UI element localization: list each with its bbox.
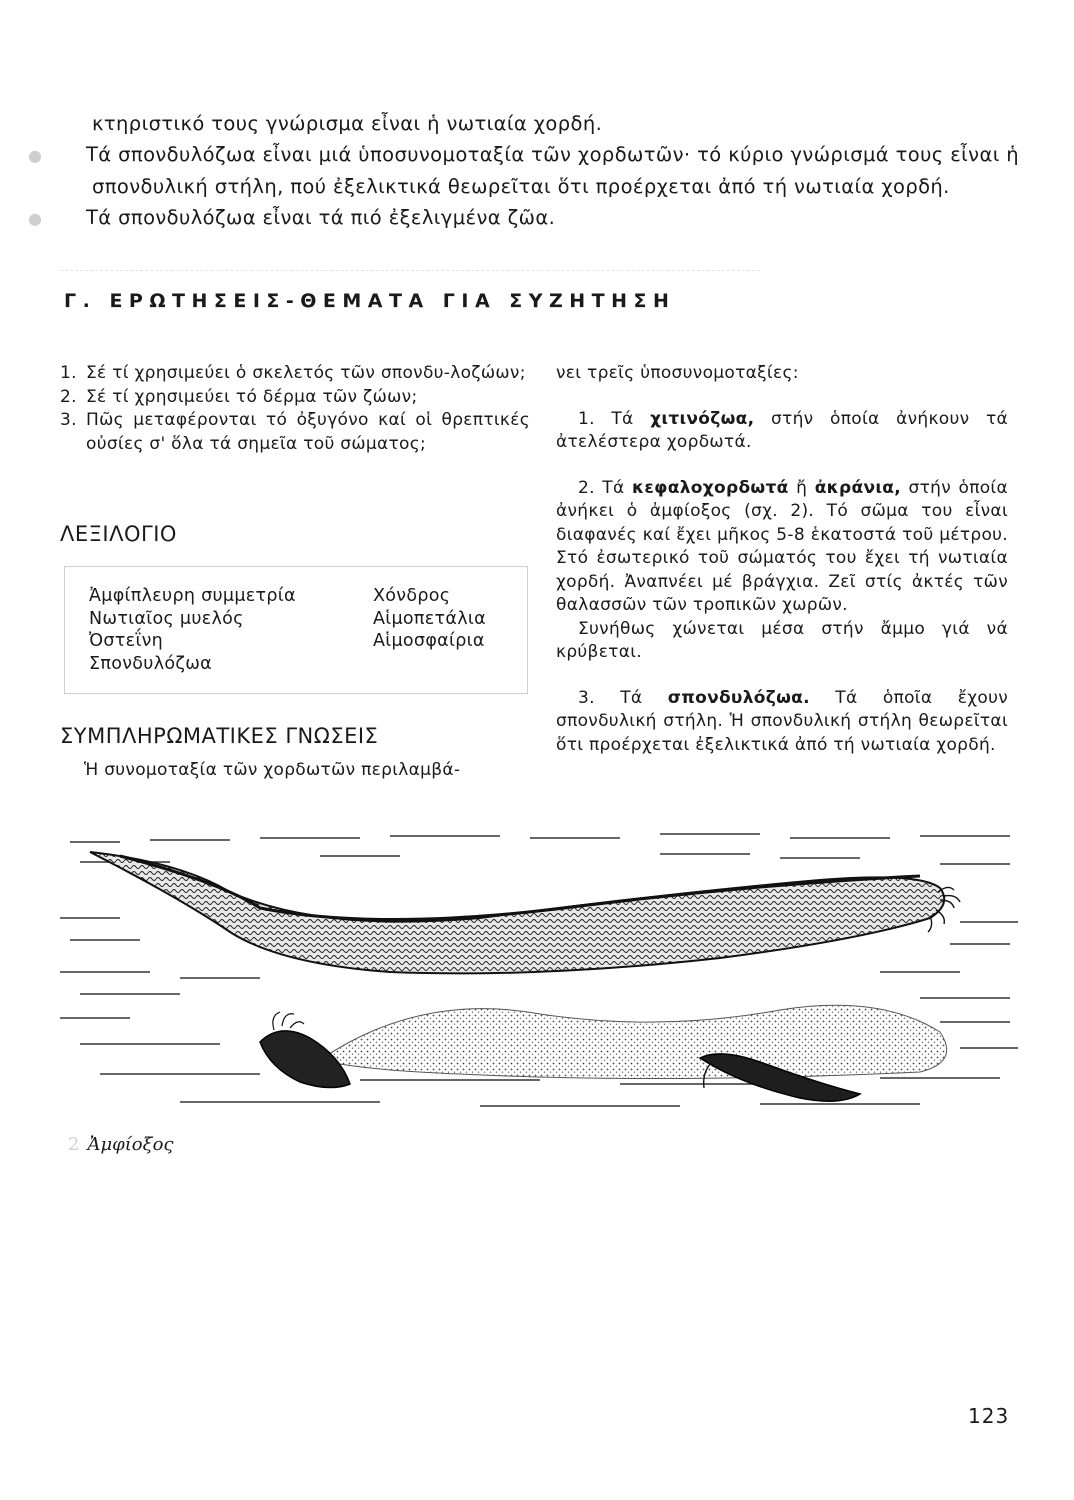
paragraph-text: στήν ὁποία ἀνήκει ὁ ἀμφίοξος (σχ. 2). Τό σῶμα του εἶναι διαφανές καί ἔχει μῆκος 5-8 ἑκατοστά τοῦ μέτρου. Στό ἐσωτερικό τοῦ σώματός του ἔχει τή νωτιαία χορδή. Ἀναπνέει μέ βράγχια. Ζεῖ στίς ἀκτές τῶν θαλασσῶν τῶν τροπικῶν χωρῶν. bbox=[556, 477, 1008, 615]
vocabulary-term: Χόνδρος bbox=[373, 586, 451, 606]
question-number: 3. bbox=[60, 410, 77, 430]
paragraph-item-3 bbox=[556, 687, 1008, 758]
supplementary-title: ΣΥΜΠΛΗΡΩΜΑΤΙΚΕΣ ΓΝΩΣΕΙΣ bbox=[60, 724, 379, 748]
vocabulary-term: Ὀστεΐνη bbox=[89, 631, 164, 651]
right-column bbox=[556, 362, 1008, 757]
divider bbox=[60, 270, 760, 271]
paragraph-item-2 bbox=[556, 477, 1008, 618]
small-amphioxus-left bbox=[260, 1031, 350, 1088]
bullet-icon: ● bbox=[28, 209, 43, 228]
vocabulary-term: Ἀμφίπλευρη συμμετρία bbox=[89, 586, 296, 606]
question-item bbox=[60, 386, 530, 410]
sand-bed bbox=[320, 1005, 947, 1078]
summary-line: κτηριστικό τους γνώρισμα εἶναι ἡ νωτιαία χορδή. bbox=[92, 112, 603, 135]
amphioxus-illustration bbox=[60, 822, 1020, 1120]
vocabulary-term: Νωτιαῖος μυελός bbox=[89, 608, 244, 629]
summary-block bbox=[28, 108, 1020, 234]
bullet-icon: ● bbox=[28, 146, 43, 165]
vocabulary-box bbox=[64, 566, 528, 694]
paragraph-continuation: νει τρεῖς ὑποσυνομοταξίες: bbox=[556, 363, 799, 383]
question-number: 2. bbox=[60, 386, 77, 407]
section-heading: Γ. ΕΡΩΤΗΣΕΙΣ-ΘΕΜΑΤΑ ΓΙΑ ΣΥΖΗΤΗΣΗ bbox=[64, 290, 676, 312]
paragraph-item-1 bbox=[556, 408, 1008, 455]
figure-caption-text: Ἀμφίοξος bbox=[87, 1134, 174, 1155]
paragraph-text: 3. Τά bbox=[578, 687, 668, 708]
question-item bbox=[60, 409, 530, 456]
paragraph-item-2b: Συνήθως χώνεται μέσα στήν ἄμμο γιά νά κρύβεται. bbox=[556, 618, 1008, 662]
supplementary-intro: Ἡ συνομοταξία τῶν χορδωτῶν περιλαμβά- bbox=[84, 760, 461, 780]
term-bold: ἀκράνια, bbox=[814, 477, 902, 498]
paragraph-text: 2. Τά bbox=[578, 477, 632, 498]
left-column bbox=[60, 362, 530, 456]
term-bold: χιτινόζωα, bbox=[650, 408, 755, 429]
figure-number: 2 bbox=[68, 1134, 80, 1155]
term-bold: σπονδυλόζωα. bbox=[667, 687, 810, 708]
vocabulary-term: Σπονδυλόζωα bbox=[89, 653, 212, 674]
vocabulary-title: ΛΕΞΙΛΟΓΙΟ bbox=[60, 522, 177, 546]
question-text: Σέ τί χρησιμεύει τό δέρμα τῶν ζώων; bbox=[86, 386, 418, 407]
question-text: Πῶς μεταφέρονται τό ὀξυγόνο καί οἱ θρεπτικές οὐσίες σ' ὅλα τά σημεῖα τοῦ σώματος; bbox=[86, 410, 530, 454]
paragraph-text: Τά ὁποῖα ἔχουν σπονδυλική στήλη. Ἡ σπονδυλική στήλη θεωρεῖται ὅτι προέρχεται ἐξελικτικά ἀπό τή νωτιαία χορδή. bbox=[556, 687, 1008, 755]
amphioxus-drawing bbox=[60, 822, 1020, 1120]
summary-bullet-1 bbox=[28, 139, 1020, 202]
question-text: Σέ τί χρησιμεύει ὁ σκελετός τῶν σπονδυ-λοζώων; bbox=[86, 363, 526, 383]
small-cirri-left bbox=[273, 1012, 304, 1030]
paragraph-text: στήν ὁποία ἀνήκουν τά ἀτελέστερα χορδωτά. bbox=[556, 408, 1008, 452]
question-item bbox=[60, 362, 530, 386]
paragraph-text: 1. Τά bbox=[578, 408, 651, 429]
vocabulary-term: Αἱμοπετάλια bbox=[373, 608, 486, 629]
paragraph-text: ἤ bbox=[788, 477, 815, 498]
question-number: 1. bbox=[60, 363, 77, 383]
summary-bullet-text: Τά σπονδυλόζωα εἶναι μιά ὑποσυνομοταξία τῶν χορδωτῶν· τό κύριο γνώρισμά τους εἶναι ἡ σπονδυλική στήλη, πού ἐξελικτικά θεωρεῖται ὅτι προέρχεται ἀπό τή νωτιαία χορδή. bbox=[86, 143, 1020, 198]
summary-bullet-text: Τά σπονδυλόζωα εἶναι τά πιό ἐξελιγμένα ζῶα. bbox=[86, 206, 556, 229]
vocabulary-column-2 bbox=[373, 585, 486, 653]
vocabulary-column-1 bbox=[89, 585, 296, 675]
figure-caption bbox=[68, 1134, 173, 1155]
page-number: 123 bbox=[968, 1404, 1010, 1428]
summary-bullet-2 bbox=[28, 202, 1020, 234]
term-bold: κεφαλοχορδωτά bbox=[631, 477, 789, 498]
vocabulary-term: Αἱμοσφαίρια bbox=[373, 631, 485, 651]
